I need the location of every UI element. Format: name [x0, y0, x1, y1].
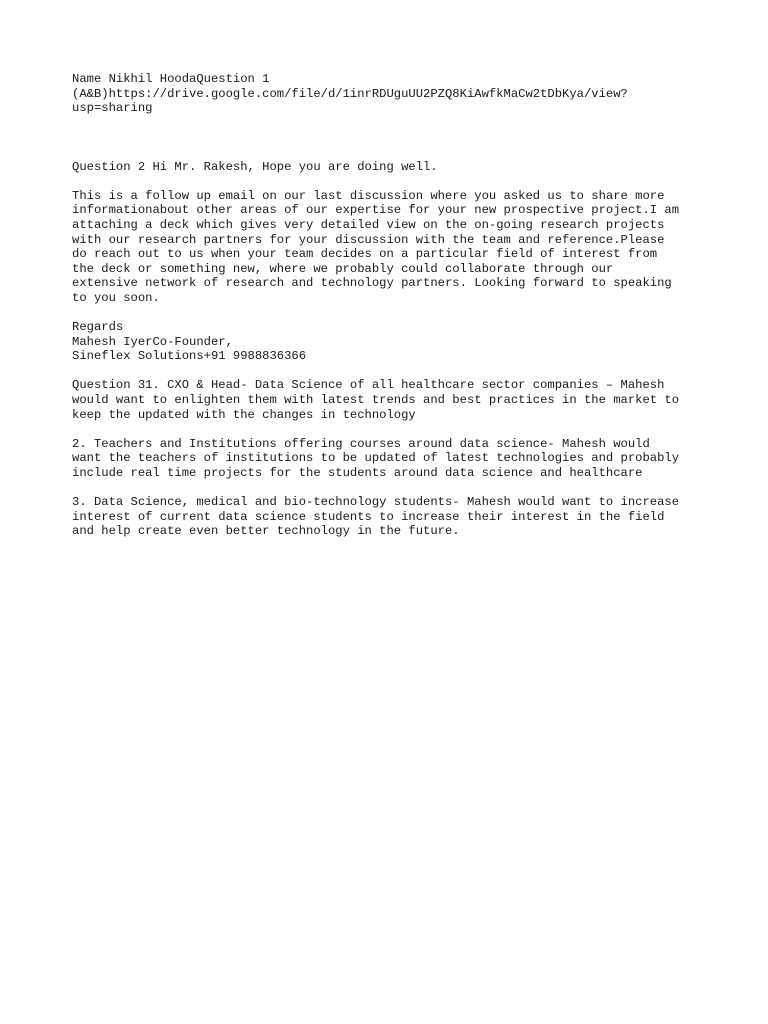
question-3-item-1 — [72, 378, 712, 422]
question-3-line: include real time projects for the students around data science and healthcare — [72, 466, 643, 481]
drive-link[interactable]: (A&B)https://drive.google.com/file/d/1inrRDUguUU2PZQ8KiAwfkMaCw2tDbKya/view? — [72, 86, 628, 101]
email-body-line: with our research partners for your discussion with the team and reference.Please — [72, 232, 665, 247]
header-line: Name Nikhil HoodaQuestion 1 — [72, 72, 270, 86]
email-body-line: extensive network of research and technology partners. Looking forward to speaking — [72, 276, 672, 291]
email-body-line: informationabout other areas of our expertise for your new prospective project.I am — [72, 203, 680, 218]
signature-line: Sineflex Solutions+91 9988836366 — [72, 349, 307, 364]
email-body-line: the deck or something new, where we probably could collaborate through our — [72, 261, 614, 276]
question-2-block — [72, 160, 712, 364]
question-3-line: Question 31. CXO & Head- Data Science of all healthcare sector companies – Mahesh — [72, 378, 665, 393]
question-3-item-2 — [72, 437, 712, 481]
question-3-block — [72, 378, 712, 539]
question-3-line: interest of current data science students to increase their interest in the field — [72, 509, 665, 524]
question-3-item-3 — [72, 495, 712, 539]
signature-line: Mahesh IyerCo-Founder, — [72, 334, 233, 349]
email-body-line: This is a follow up email on our last discussion where you asked us to share more — [72, 188, 665, 203]
header-block — [72, 72, 712, 116]
question-3-line: want the teachers of institutions to be updated of latest technologies and probably — [72, 451, 680, 466]
drive-link-continued[interactable]: usp=sharing — [72, 101, 153, 116]
email-body-line: attaching a deck which gives very detailed view on the on-going research projects — [72, 217, 665, 232]
email-signature — [72, 320, 712, 364]
email-body-line: do reach out to us when your team decides on a particular field of interest from — [72, 247, 658, 262]
question-3-line: 2. Teachers and Institutions offering courses around data science- Mahesh would — [72, 436, 650, 451]
document-page — [72, 72, 712, 539]
question-2-greeting: Question 2 Hi Mr. Rakesh, Hope you are doing well. — [72, 159, 438, 174]
email-body-line: to you soon. — [72, 290, 160, 305]
signature-line: Regards — [72, 320, 124, 335]
email-body — [72, 189, 712, 306]
question-3-line: keep the updated with the changes in technology — [72, 407, 416, 422]
question-3-line: and help create even better technology in the future. — [72, 524, 460, 539]
question-3-line: 3. Data Science, medical and bio-technology students- Mahesh would want to increase — [72, 495, 680, 510]
question-3-line: would want to enlighten them with latest trends and best practices in the market to — [72, 393, 680, 408]
